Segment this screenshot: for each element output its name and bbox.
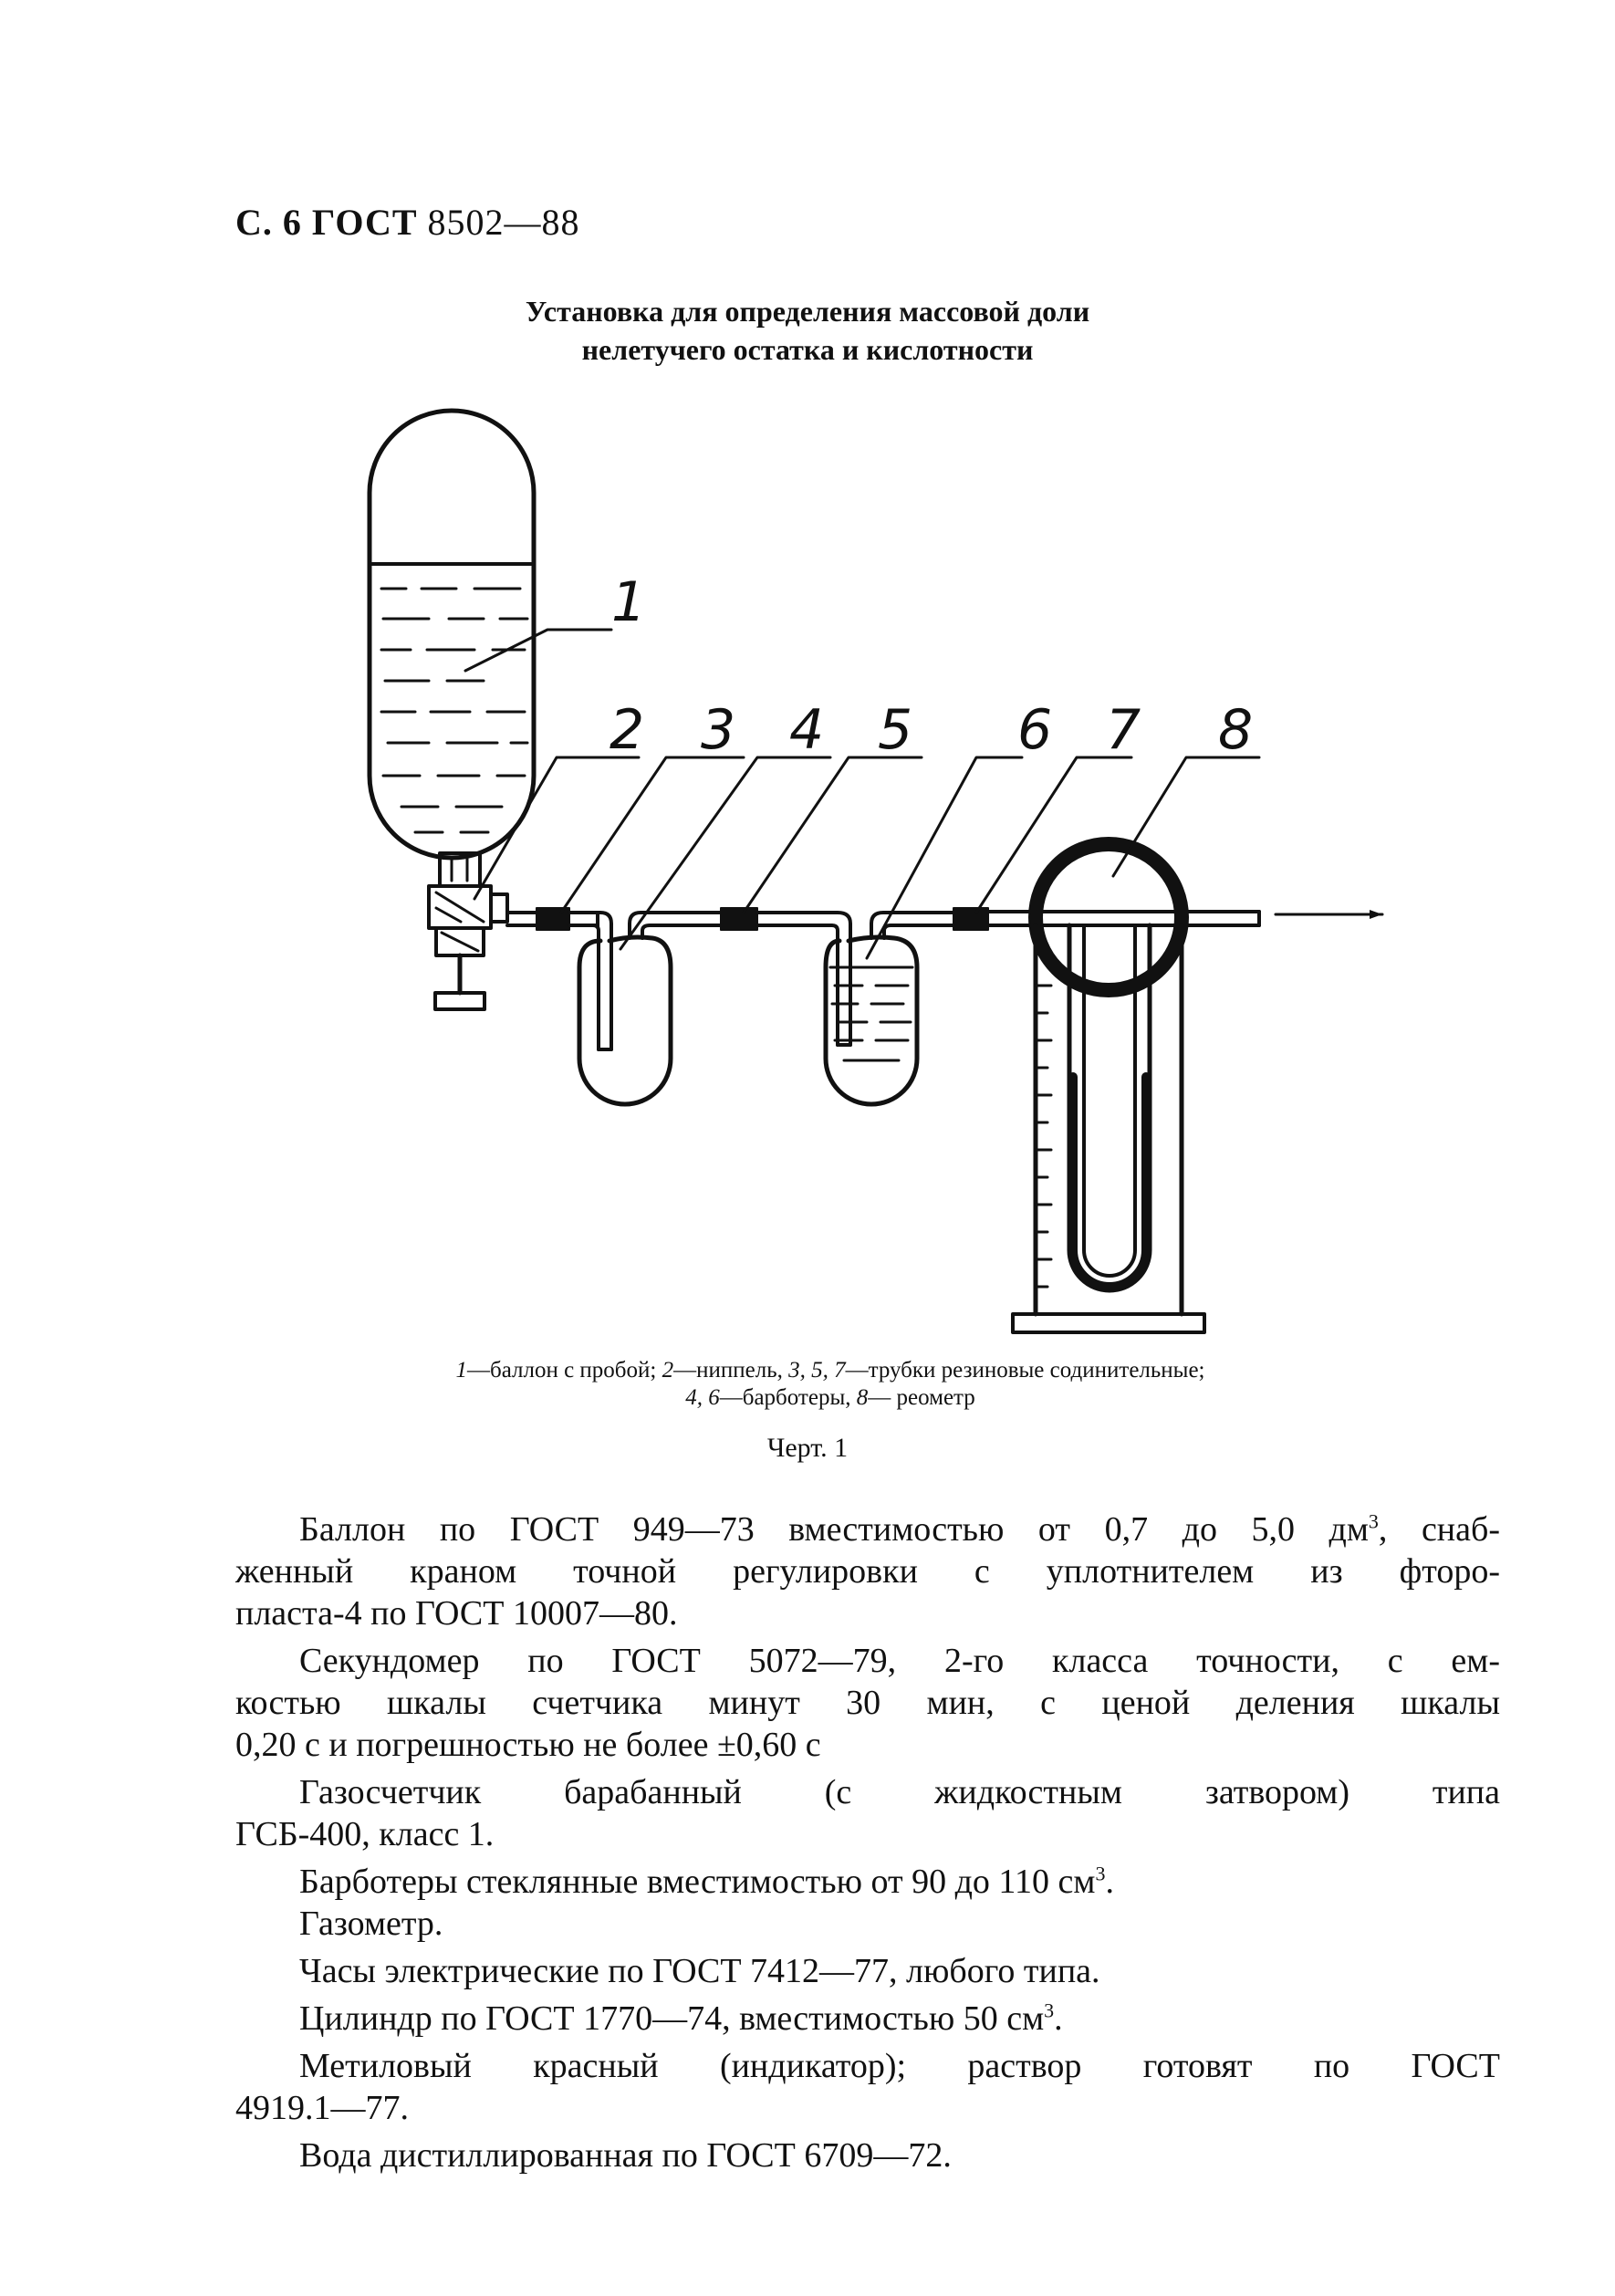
figure-caption [255, 1357, 1405, 1412]
paragraph-gasometer: Газометр. [299, 1905, 443, 1943]
rheometer-bulb [1036, 844, 1182, 990]
paragraph-water: Вода дистиллированная по ГОСТ 6709—72. [299, 2136, 952, 2175]
rubber-tube-7 [953, 908, 988, 930]
diagram-label-8: 8 [1218, 698, 1254, 762]
diagram-labels [610, 570, 1253, 762]
paragraph-stopwatch-line-3: 0,20 с и погрешностью не более ±0,60 с [235, 1726, 821, 1764]
paragraph-indicator-line-1: Метиловый красный (индикатор); раствор готовят по ГОСТ [299, 2047, 1500, 2085]
diagram-label-6: 6 [1017, 698, 1053, 762]
diagram-label-2: 2 [610, 698, 645, 762]
rubber-tube-3 [537, 908, 569, 930]
diagram-label-4: 4 [789, 698, 825, 762]
diagram-label-5: 5 [878, 698, 913, 762]
paragraph-bubblers: Барботеры стеклянные вместимостью от 90 до 110 $см^3$. [299, 1862, 1114, 1901]
diagram-label-1: 1 [611, 570, 647, 634]
page-number: С. 6 [235, 202, 302, 243]
leader-lines [465, 630, 1259, 958]
caption-line-2: 4, 6—барботеры, 8— реометр [685, 1385, 975, 1410]
paragraph-cylinder-line-3: пласта-4 по ГОСТ 10007—80. [235, 1594, 678, 1633]
caption-line-1: 1—баллон с пробой; 2—ниппель, 3, 5, 7—трубки резиновые содинительные; [455, 1358, 1205, 1383]
standard-number: 8502—88 [427, 202, 580, 243]
paragraph-stopwatch-line-2: костью шкалы счетчика минут 30 мин, с ценой деления шкалы [235, 1684, 1500, 1722]
paragraph-indicator-line-2: 4919.1—77. [235, 2089, 409, 2127]
paragraph-stopwatch-line-1: Секундомер по ГОСТ 5072—79, 2-го класса точности, с ем- [299, 1642, 1500, 1680]
paragraph-gas-meter-line-1: Газосчетчик барабанный (с жидкостным затвором) типа [299, 1773, 1500, 1811]
paragraph-clock: Часы электрические по ГОСТ 7412—77, любого типа. [299, 1952, 1100, 1990]
body-text [235, 1508, 1500, 2176]
diagram-label-7: 7 [1106, 698, 1141, 762]
figure-title-line-1: Установка для определения массовой доли [525, 295, 1090, 328]
standard-label: ГОСТ [311, 202, 418, 243]
bubbler-4 [579, 937, 671, 1104]
figure-title-line-2: нелетучего остатка и кислотности [581, 333, 1034, 366]
rubber-tube-5 [721, 908, 757, 930]
paragraph-measuring-cylinder: Цилиндр по ГОСТ 1770—74, вместимостью 50 $см^3$. [299, 1999, 1063, 2038]
paragraph-cylinder-line-1: Баллон по ГОСТ 949—73 вместимостью от 0,7 до 5,0 $дм^3$, снаб- [299, 1509, 1500, 1549]
paragraph-gas-meter-line-2: ГСБ-400, класс 1. [235, 1815, 495, 1853]
diagram-label-3: 3 [701, 698, 736, 762]
paragraph-cylinder-line-2: женный краном точной регулировки с уплотнителем из фторо- [235, 1552, 1500, 1591]
cylinder-liquid [381, 589, 527, 832]
figure-label: Черт. 1 [766, 1433, 849, 1463]
valve-assembly [429, 853, 507, 1009]
gas-cylinder [370, 411, 534, 858]
